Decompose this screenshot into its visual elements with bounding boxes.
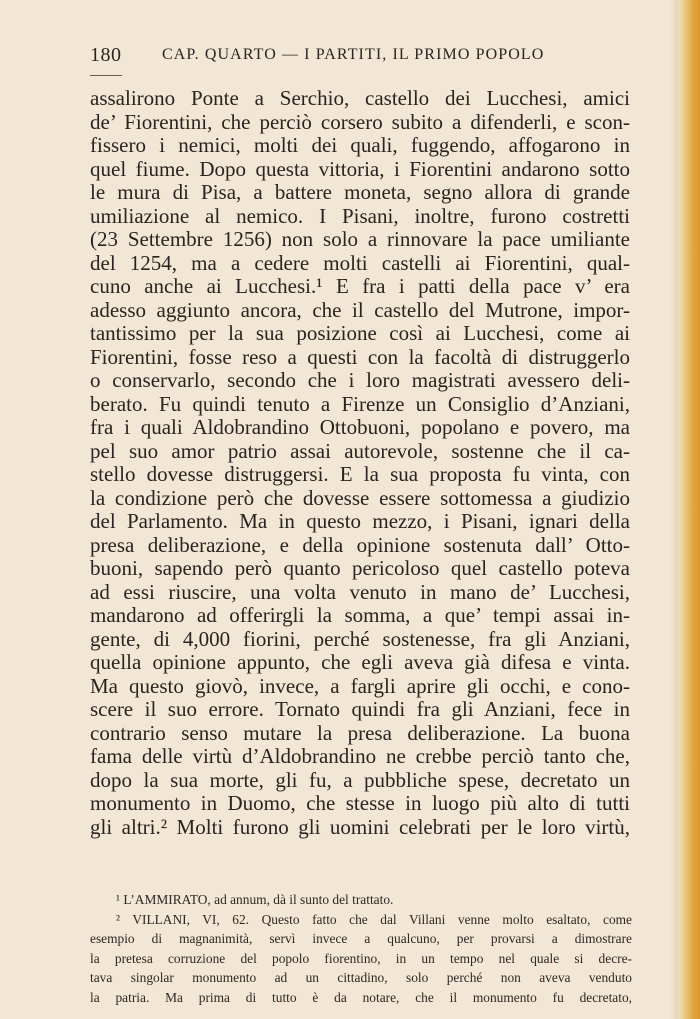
text-line: le mura di Pisa, a battere moneta, segno allora di grande [90, 180, 630, 204]
text-line: assalirono Ponte a Serchio, castello dei Lucchesi, amici [90, 86, 630, 110]
text-line: presa deliberazione, e della opinione sostenuta dall’ Otto- [90, 532, 630, 557]
text-line: buoni, sapendo però quanto pericoloso quel castello poteva [90, 556, 630, 580]
page-edge-shadow [670, 0, 678, 1019]
running-head: CAP. QUARTO — I PARTITI, IL PRIMO POPOLO [162, 46, 545, 63]
text-line: (23 Settembre 1256) non solo a rinnovare la pace umiliante [90, 227, 630, 251]
page-header [90, 44, 630, 72]
text-line: Fiorentini, fosse reso a questi con la facoltà di distruggerlo [90, 344, 630, 369]
header-rule [90, 75, 122, 76]
body-text [90, 87, 630, 839]
text-line: gente, di 4,000 fiorini, perché sostenesse, fra gli Anziani, [90, 626, 630, 651]
footnote-2-line: la pretesa corruzione del popolo fiorentino, in un tempo nel quale si decre- [90, 950, 632, 966]
text-line: fama delle virtù d’Aldobrandino ne crebbe perciò tanto che, [90, 744, 630, 768]
text-line: monumento in Duomo, che stesse in luogo più alto di tutti [90, 791, 630, 815]
footnote-2-line: ² VILLANI, VI, 62. Questo fatto che dal Villani venne molto esaltato, come [116, 911, 632, 927]
text-line: umiliazione al nemico. I Pisani, inoltre, furono costretti [90, 203, 630, 228]
text-line: contrario senso mutare la presa deliberazione. La buona [90, 720, 630, 745]
text-line: quel fiume. Dopo questa vittoria, i Fiorentini andarono sotto [90, 156, 630, 181]
text-line: quella opinione appunto, che egli aveva già difesa e vinta. [90, 650, 630, 674]
text-line: la condizione però che dovesse essere sottomessa a giudizio [90, 485, 630, 510]
text-line: gli altri.² Molti furono gli uomini celebrati per le loro virtù, [90, 814, 630, 839]
footnote-1: ¹ L’AMMIRATO, ad annum, dà il sunto del trattato. [116, 892, 394, 907]
text-line: del 1254, ma a cedere molti castelli ai Fiorentini, qual- [90, 250, 630, 275]
text-line: dopo la sua morte, gli fu, a pubbliche spese, decretato un [90, 767, 630, 792]
text-line: Ma questo giovò, invece, a fargli aprire gli occhi, e cono- [90, 673, 630, 698]
text-line: del Parlamento. Ma in questo mezzo, i Pisani, ignari della [90, 509, 630, 533]
footnotes [90, 890, 632, 1007]
text-line: fissero i nemici, molti dei quali, fuggendo, affogarono in [90, 133, 630, 157]
text-line: fra i quali Aldobrandino Ottobuoni, popolano e povero, ma [90, 415, 630, 439]
text-line: stello dovesse distruggersi. E la sua proposta fu vinta, con [90, 462, 630, 486]
text-line: berato. Fu quindi tenuto a Firenze un Consiglio d’Anziani, [90, 391, 630, 416]
text-line: pel suo amor patrio assai autorevole, sostenne che il ca- [90, 438, 630, 463]
text-line: cuno anche ai Lucchesi.¹ E fra i patti della pace v’ era [90, 274, 630, 298]
page-edge [678, 0, 700, 1019]
text-line: tantissimo per la sua posizione così ai Lucchesi, come ai [90, 321, 630, 345]
footnote-2-line: tava singolar monumento ad un cittadino, solo perché non aveva venduto [90, 970, 632, 985]
page-number: 180 [90, 44, 122, 66]
text-line: o conservarlo, secondo che i loro magistrati avessero deli- [90, 368, 630, 392]
footnote-2-line: esempio di magnanimità, servì invece a qualcuno, per provarsi a dimostrare [90, 931, 632, 946]
text-line: ad essi riuscire, una volta venuto in mano de’ Lucchesi, [90, 579, 630, 604]
text-line: scere il suo errore. Tornato quindi fra gli Anziani, fece in [90, 697, 630, 721]
footnote-2-line: la patria. Ma prima di tutto è da notare, che il monumento fu decretato, [90, 989, 632, 1005]
text-line: adesso aggiunto ancora, che il castello del Mutrone, impor- [90, 297, 630, 322]
text-line: de’ Fiorentini, che perciò corsero subito a difenderli, e scon- [90, 109, 630, 134]
text-line: mandarono ad offerirgli la somma, a que’ tempi assai in- [90, 603, 630, 627]
